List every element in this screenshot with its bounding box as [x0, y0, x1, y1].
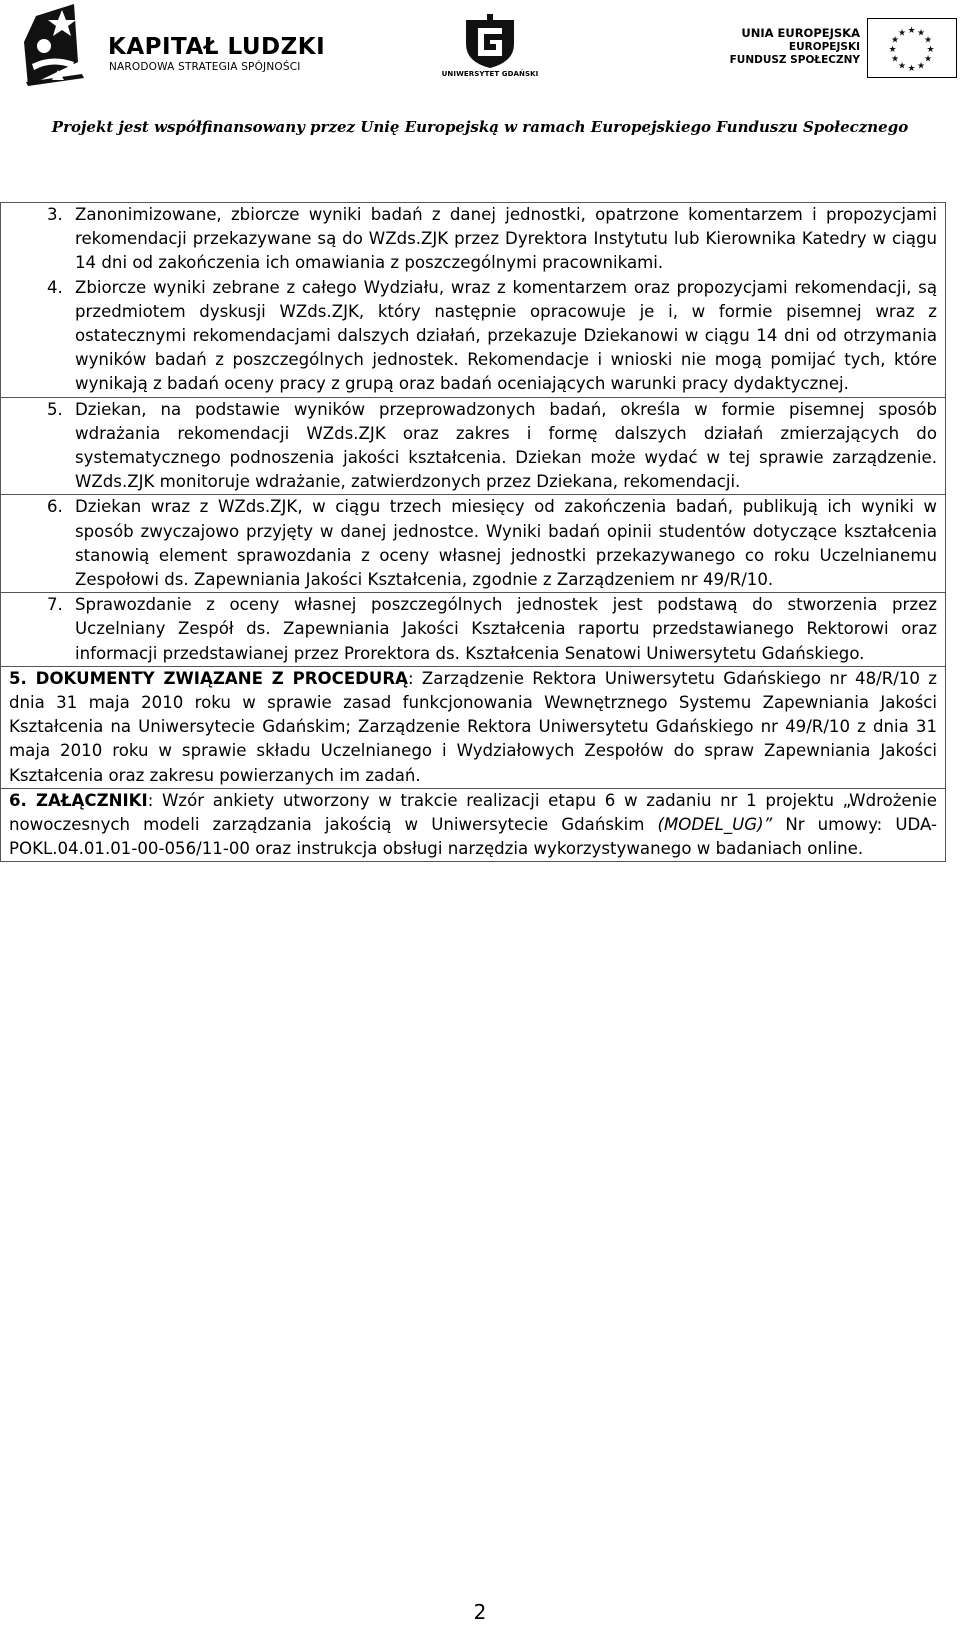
kapital-ludzki-emblem-icon	[22, 2, 102, 90]
kapital-ludzki-subtitle: NARODOWA STRATEGIA SPÓJNOŚCI	[109, 61, 301, 73]
svg-text:★: ★	[916, 28, 926, 39]
eu-line1: UNIA EUROPEJSKA	[741, 26, 860, 40]
kapital-ludzki-logo	[22, 2, 326, 92]
step-4	[9, 276, 937, 397]
svg-text:★: ★	[926, 45, 935, 55]
ug-crest-icon	[460, 14, 520, 70]
steps-cell-c	[1, 495, 946, 593]
steps-row-d	[1, 593, 946, 667]
procedure-table	[0, 202, 946, 862]
svg-text:★: ★	[923, 54, 933, 65]
step-5	[9, 398, 937, 495]
svg-text:★: ★	[907, 26, 916, 36]
svg-text:★: ★	[890, 35, 900, 46]
eu-logo-text	[730, 26, 860, 67]
steps-row-b	[1, 397, 946, 495]
svg-text:★: ★	[916, 61, 926, 72]
attachments-text-b: Nr umowy: UDA-POKL.04.01.01-00-056/11-00 oraz instrukcja obsługi narzędzia wykorzystywanego w badaniach online.	[9, 815, 937, 859]
svg-text:★: ★	[897, 61, 907, 72]
steps-cell-b	[1, 397, 946, 495]
funding-tagline: Projekt jest współfinansowany przez Unię Europejską w ramach Europejskiego Funduszu Społecznego	[51, 118, 909, 136]
svg-text:★: ★	[923, 35, 933, 46]
eu-line3: FUNDUSZ SPOŁECZNY	[729, 54, 860, 66]
documents-row	[1, 666, 946, 788]
attachments-cell	[1, 788, 946, 862]
step-text: Sprawozdanie z oceny własnej poszczególnych jednostek jest podstawą do stworzenia przez Uczelniany Zespół ds. Zapewniania Jakości Kształcenia raportu przedstawianego Rektorowi oraz informacji przedstawianej przez Prorektora ds. Kształcenia Senatowi Uniwersytetu Gdańskiego.	[75, 595, 937, 663]
svg-text:★: ★	[907, 64, 916, 74]
steps-cell-d	[1, 593, 946, 667]
step-number: 4.	[47, 277, 63, 297]
step-number: 7.	[47, 595, 63, 615]
documents-heading: 5. DOKUMENTY ZWIĄZANE Z PROCEDURĄ	[9, 668, 409, 688]
eu-flag-icon	[867, 18, 957, 78]
steps-row-a	[1, 203, 946, 398]
documents-cell	[1, 666, 946, 788]
step-number: 6.	[47, 497, 63, 517]
page-number: 2	[473, 1600, 487, 1624]
ug-label: UNIWERSYTET GDAŃSKI	[441, 70, 539, 78]
ug-logo	[440, 14, 540, 84]
steps-row-c	[1, 495, 946, 593]
svg-text:★: ★	[890, 54, 900, 65]
step-7	[9, 593, 937, 666]
attachments-heading: 6. ZAŁĄCZNIKI	[9, 790, 148, 810]
step-text: Zanonimizowane, zbiorcze wyniki badań z danej jednostki, opatrzone komentarzem i propozycjami rekomendacji przekazywane są do WZds.ZJK przez Dyrektora Instytutu lub Kierownika Katedry w ciągu 14 dni od zakończenia ich omawiania z poszczególnymi pracownikami.	[75, 205, 937, 273]
steps-cell-a	[1, 203, 946, 398]
step-number: 5.	[47, 399, 63, 419]
kapital-ludzki-title: KAPITAŁ LUDZKI	[108, 34, 326, 60]
attachments-row	[1, 788, 946, 862]
eu-line2: EUROPEJSKI	[788, 41, 860, 53]
step-number: 3.	[47, 205, 63, 224]
step-6	[9, 495, 937, 592]
attachments-text-a: : Wzór ankiety utworzony w trakcie realizacji etapu 6 w zadaniu nr 1 projektu „Wdrożenie nowoczesnych modeli zarządzania jakością w Uniwersytecie Gdańskim	[9, 790, 937, 835]
svg-text:★: ★	[888, 45, 897, 55]
attachments-project-code: (MODEL_UG)”	[657, 815, 773, 835]
step-3	[9, 203, 937, 276]
eu-logo	[720, 18, 960, 82]
svg-text:★: ★	[897, 28, 907, 39]
step-text: Dziekan wraz z WZds.ZJK, w ciągu trzech miesięcy od zakończenia badań, publikują ich wyniki w sposób zwyczajowo przyjęty w danej jednostce. Wyniki badań opinii studentów dotyczące kształcenia stanowią element sprawozdania z oceny własnej jednostki przekazywanego co roku Uczelnianemu Zespołowi ds. Zapewniania Jakości Kształcenia, zgodnie z Zarządzeniem nr 49/R/10.	[75, 497, 937, 590]
documents-text: : Zarządzenie Rektora Uniwersytetu Gdańskiego nr 48/R/10 z dnia 31 maja 2010 roku w sprawie zasad funkcjonowania Wewnętrznego Systemu Zapewniania Jakości Kształcenia na Uniwersytecie Gdańskim; Zarządzenie Rektora Uniwersytetu Gdańskiego nr 49/R/10 z dnia 31 maja 2010 roku w sprawie składu Uczelnianego i Wydziałowych Zespołów do spraw Zapewniania Jakości Kształcenia oraz zakresu powierzanych im zadań.	[9, 668, 938, 785]
step-text: Zbiorcze wyniki zebrane z całego Wydziału, wraz z komentarzem oraz propozycjami rekomendacji, są przedmiotem dyskusji WZds.ZJK, który następnie opracowuje je i, w formie pisemnej wraz z ostatecznymi rekomendacjami dalszych działań, przekazuje Dziekanowi w ciągu 14 dni od otrzymania wyników badań z poszczególnych jednostek. Rekomendacje i wnioski nie mogą pomijać tych, które wynikają z badań oceny pracy z grupą oraz badań oceniających warunki pracy dydaktycznej.	[75, 277, 937, 394]
step-text: Dziekan, na podstawie wyników przeprowadzonych badań, określa w formie pisemnej sposób wdrażania rekomendacji WZds.ZJK oraz zakres i formę dalszych działań zmierzających do systematycznego podnoszenia jakości kształcenia. Dziekan może wydać w tej sprawie zarządzenie. WZds.ZJK monitoruje wdrażanie, zatwierdzonych przez Dziekana, rekomendacji.	[75, 399, 937, 492]
